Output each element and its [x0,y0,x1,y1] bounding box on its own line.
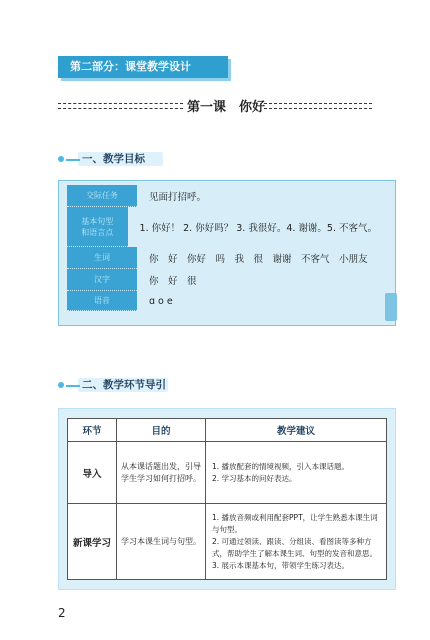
goal-label [67,291,137,311]
advice-item: 1. 播放音频或利用配套PPT，让学生熟悉本课生词与句型。 [212,512,378,534]
goal-label-line: 和语言点 [81,227,114,237]
section-title: 二、教学环节导引 [82,379,166,391]
cell-purpose: 从本课话题出发，引导学生学习如何打招呼。 [117,442,206,504]
decorative-rule-left [58,103,183,109]
table-row [68,442,387,504]
goal-value: 你 好 你好 吗 我 很 谢谢 不客气 小朋友 [149,254,368,265]
guide-table [67,418,387,580]
cell-stage: 新课学习 [68,504,117,580]
bullet-line [66,159,80,161]
cell-advice [206,504,387,580]
advice-item: 1. 播放配套的情境视频，引入本课话题。 [212,461,350,471]
page-number: 2 [58,606,66,620]
goal-label-line: 汉字 [94,275,110,284]
goal-label-line: 基本句型 [81,216,114,226]
goal-label-line: 交际任务 [86,191,118,200]
goal-value: ɑ o e [149,295,173,307]
guide-table-panel [58,408,396,590]
goal-value: 你 好 很 [149,276,197,287]
header-advice: 教学建议 [206,419,387,442]
section-title: 一、教学目标 [82,153,145,165]
cell-purpose: 学习本课生词与句型。 [117,504,206,580]
goal-value: 1. 你好！ 2. 你好吗？ 3. 我很好。4. 谢谢。5. 不客气。 [139,223,377,234]
cell-stage: 导入 [68,442,117,504]
goals-box [58,180,396,326]
goal-label-line: 语音 [94,296,110,305]
decorative-rule-right [264,103,372,109]
cell-advice [206,442,387,504]
goal-row [67,247,377,269]
goal-label [67,247,137,269]
goal-label-line: 生词 [94,253,110,262]
table-header-row [68,419,387,442]
goal-row [67,291,377,311]
goal-label [67,207,128,247]
part-header: 第二部分：课堂教学设计 [58,56,228,78]
goal-value: 见面打招呼。 [149,192,207,203]
lesson-title: 第一课 你好 [186,100,265,115]
goal-label [67,269,137,291]
header-stage: 环节 [68,419,117,442]
page-fold-decoration [385,293,397,321]
bullet-dot-icon [58,382,64,388]
goal-row [67,207,377,247]
goal-row [67,185,377,207]
bullet-line [66,385,80,387]
advice-item: 2. 学习基本的问好表达。 [212,473,297,483]
goals-list [67,185,377,311]
bullet-dot-icon [58,156,64,162]
advice-item: 3. 展示本课基本句，带领学生练习表达。 [212,560,350,570]
table-row [68,504,387,580]
goal-label [67,185,137,207]
lesson-title-row [58,96,372,114]
goal-row [67,269,377,291]
advice-item: 2. 可通过领读、跟读、分组读、看图读等多种方式，帮助学生了解本课生词、句型的发音和意思。 [212,536,377,558]
header-purpose: 目的 [117,419,206,442]
